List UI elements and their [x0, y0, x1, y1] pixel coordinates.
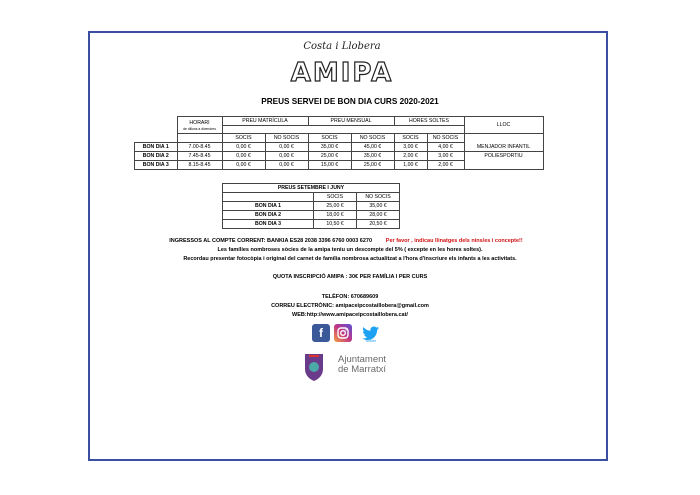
- sept-table-title: PREUS SETEMBRE I JUNY: [223, 184, 400, 193]
- telefon-line: TELÈFON: 670689609: [321, 294, 379, 300]
- instagram-icon[interactable]: [334, 324, 352, 342]
- ingressos-note: Per favor , indicau llinatges dels nins/es i concepte!!: [385, 238, 523, 244]
- recordau-line: Recordau presentar fotocòpia i original del carnet de família nombrosa actualitzat a l'hora d'inscriure els infants a les activitats.: [183, 256, 517, 262]
- document-frame: [88, 31, 608, 461]
- table-row: BON DIA 2 18,00 € 28,00 €: [223, 211, 400, 220]
- horari-note: de dilluns a divendres: [183, 127, 216, 131]
- september-june-table: PREUS SETEMBRE I JUNY SOCIS NO SOCIS BON DIA 1 25,00 € 35,00 € BON DIA 2 18,00 € 28,00 € BON DIA 3 10,50 € 20,50 €: [222, 183, 400, 229]
- col-preu-matricula: PREU MATRÍCULA: [222, 117, 308, 126]
- web-line[interactable]: WEB:http://www.amipaceipcostaillobera.cat/: [292, 312, 408, 318]
- col-hores-soltes: HORES SOLTES: [394, 117, 464, 126]
- amipa-logo: [290, 37, 394, 89]
- lloc-poliesportiu: POLIESPORTIU: [464, 152, 543, 170]
- page-title: PREUS SERVEI DE BON DIA CURS 2020-2021: [261, 97, 439, 106]
- twitter-label: twitter: [365, 338, 377, 343]
- svg-text:Costa i Llobera: Costa i Llobera: [303, 41, 381, 52]
- table-row: BON DIA 2 7.45-8.45 0,00 € 0,00 € 25,00 € 35,00 € 2,00 € 3,00 € POLIESPORTIU: [135, 152, 544, 161]
- header-row-1: [135, 117, 544, 126]
- table-row: BON DIA 1 7.00-8.45 0,00 € 0,00 € 35,00 € 45,00 € 3,00 € 4,00 €: [135, 143, 544, 152]
- email-line[interactable]: CORREU ELECTRÒNIC: amipaceipcostaillobera@gmail.com: [271, 303, 429, 309]
- subheader-row: SOCIS NO SOCIS SOCIS NO SOCIS SOCIS NO SOCIS MENJADOR INFANTIL: [135, 134, 544, 143]
- table-row: BON DIA 3 10,50 € 20,50 €: [223, 220, 400, 229]
- svg-text:AMIPA: AMIPA: [290, 58, 394, 88]
- col-lloc: LLOC: [464, 117, 543, 134]
- prices-table: [134, 116, 544, 170]
- families-line: Les famílies nombroses sòcies de la amipa teniu un descompte del 5% ( excepte en les hores soltes).: [217, 247, 483, 253]
- table-row: BON DIA 1 25,00 € 35,00 €: [223, 202, 400, 211]
- col-preu-mensual: PREU MENSUAL: [308, 117, 394, 126]
- ingressos-line: INGRESSOS AL COMPTE CORRENT: BANKIA ES28 2038 3396 6760 0003 6270 Per favor , indicau llinatges dels nins/es i concepte!!: [169, 238, 523, 244]
- col-horari: HORARI de dilluns a divendres: [177, 117, 222, 134]
- lloc-menjador: MENJADOR INFANTIL: [464, 134, 543, 152]
- ajuntament-crest-icon: [303, 352, 325, 382]
- quota-line: QUOTA INSCRIPCIÓ AMIPA : 30€ PER FAMÍLIA I PER CURS: [272, 274, 428, 280]
- table-row: BON DIA 3 8.15-8.45 0,00 € 0,00 € 15,00 € 25,00 € 1,00 € 2,00 €: [135, 161, 544, 170]
- facebook-icon[interactable]: f: [312, 324, 330, 342]
- ajuntament-name: Ajuntament de Marratxí: [338, 354, 387, 375]
